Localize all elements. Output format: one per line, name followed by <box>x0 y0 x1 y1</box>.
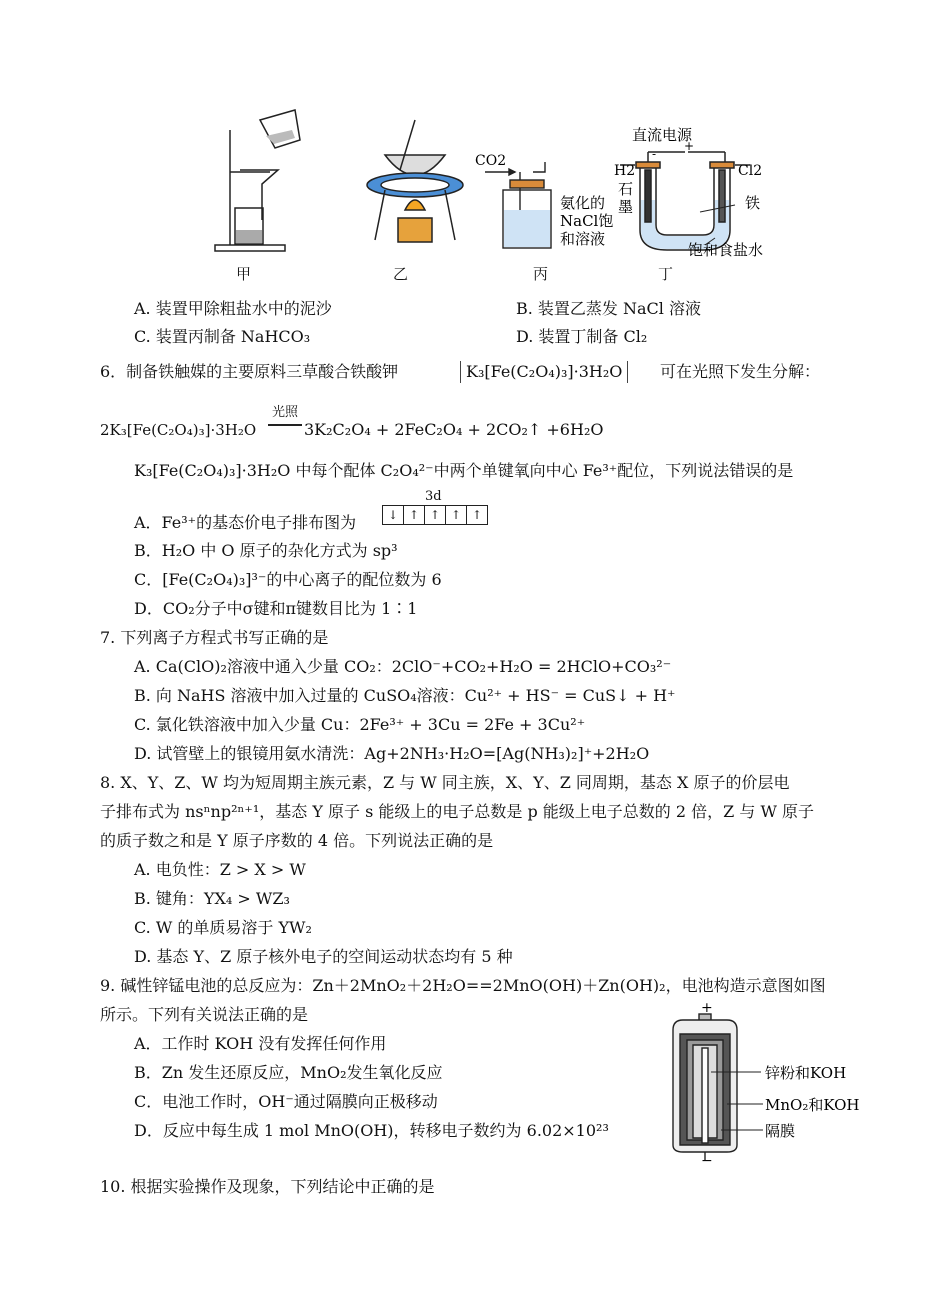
orbital-box: ↑ <box>403 506 424 524</box>
bing-gas-label: CO2 <box>475 153 507 169</box>
ding-graphite-1: 石 <box>618 180 634 198</box>
q6-option-d: D．CO₂分子中σ键和π键数目比为 1∶1 <box>134 599 418 618</box>
q6-eq-left: 2K₃[Fe(C₂O₄)₃]·3H₂O <box>100 421 257 439</box>
q5-option-d: D. 装置丁制备 Cl₂ <box>516 327 648 346</box>
fe3-orbital-diagram <box>382 505 488 525</box>
q9-option-a: A．工作时 KOH 没有发挥任何作用 <box>134 1034 387 1053</box>
q5-apparatus-figure <box>200 100 800 290</box>
orbital-box: ↑ <box>445 506 466 524</box>
battery-zn-label: 锌粉和KOH <box>765 1064 847 1082</box>
orbital-box: ↑ <box>466 506 487 524</box>
battery-mno2-label: MnO₂和KOH <box>765 1096 860 1114</box>
label-ding: 丁 <box>658 265 674 283</box>
q6-stem-c: K₃[Fe(C₂O₄)₃]·3H₂O 中每个配体 C₂O₄²⁻中两个单键氧向中心 Fe³⁺配位，下列说法错误的是 <box>134 461 794 480</box>
q6-eq-cond: 光照 <box>268 402 302 426</box>
q8-stem-3: 的质子数之和是 Y 原子序数的 4 倍。下列说法正确的是 <box>100 831 494 850</box>
q8-option-b: B. 键角：YX₄ > WZ₃ <box>134 889 290 908</box>
ding-cl2-label: Cl2 <box>738 163 763 179</box>
q6-option-c: C．[Fe(C₂O₄)₃]³⁻的中心离子的配位数为 6 <box>134 570 442 589</box>
ding-minus: - <box>652 147 657 161</box>
q8-option-a: A. 电负性：Z > X > W <box>134 860 306 879</box>
bing-solution-label-3: 和溶液 <box>560 230 606 248</box>
q7-option-a: A. Ca(ClO)₂溶液中通入少量 CO₂：2ClO⁻+CO₂+H₂O = 2HClO+CO₃²⁻ <box>134 657 672 676</box>
q8-option-c: C. W 的单质易溶于 YW₂ <box>134 918 312 937</box>
ding-plus: + <box>684 139 695 153</box>
ding-power-label: 直流电源 <box>632 126 693 144</box>
battery-minus-label: − <box>701 1153 713 1165</box>
battery-diagram <box>665 1000 875 1165</box>
q9-option-c: C．电池工作时，OH⁻通过隔膜向正极移动 <box>134 1092 438 1111</box>
q6-orbital-label: 3d <box>425 489 442 504</box>
q8-stem-1: 8. X、Y、Z、W 均为短周期主族元素，Z 与 W 同主族，X、Y、Z 同周期，基态 X 原子的价层电 <box>100 773 790 792</box>
ding-brine-label: 饱和食盐水 <box>688 241 764 259</box>
bing-solution-label-1: 氨化的 <box>560 194 606 212</box>
q7-stem: 7. 下列离子方程式书写正确的是 <box>100 628 329 647</box>
q6-formula: K₃[Fe(C₂O₄)₃]·3H₂O <box>460 361 628 383</box>
q9-option-b: B．Zn 发生还原反应，MnO₂发生氧化反应 <box>134 1063 443 1082</box>
q5-option-a: A. 装置甲除粗盐水中的泥沙 <box>134 299 332 318</box>
q9-stem-1: 9. 碱性锌锰电池的总反应为：Zn＋2MnO₂＋2H₂O==2MnO(OH)＋Zn(OH)₂，电池构造示意图如图 <box>100 976 826 995</box>
apparatus-bing <box>485 162 551 248</box>
apparatus-jia <box>215 110 300 251</box>
label-bing: 丙 <box>533 265 549 283</box>
q6-stem-b: 可在光照下发生分解： <box>660 362 821 381</box>
q6-stem-a: 6．制备铁触媒的主要原料三草酸合铁酸钾 <box>100 362 399 381</box>
q5-option-c: C. 装置丙制备 NaHCO₃ <box>134 327 311 346</box>
q7-option-c: C. 氯化铁溶液中加入少量 Cu：2Fe³⁺ + 3Cu = 2Fe + 3Cu²⁺ <box>134 715 586 734</box>
q6-option-b: B．H₂O 中 O 原子的杂化方式为 sp³ <box>134 541 398 560</box>
orbital-box: ↓ <box>387 508 399 522</box>
q7-option-d: D. 试管壁上的银镜用氨水清洗：Ag+2NH₃·H₂O=[Ag(NH₃)₂]⁺+2H₂O <box>134 744 650 763</box>
q10-stem: 10. 根据实验操作及现象，下列结论中正确的是 <box>100 1177 435 1196</box>
ding-graphite-2: 墨 <box>618 198 634 216</box>
q6-eq-right: 3K₂C₂O₄ + 2FeC₂O₄ + 2CO₂↑ +6H₂O <box>304 420 604 439</box>
q5-option-b: B. 装置乙蒸发 NaCl 溶液 <box>516 299 702 318</box>
ding-iron-label: 铁 <box>745 194 761 212</box>
q7-option-b: B. 向 NaHS 溶液中加入过量的 CuSO₄溶液：Cu²⁺ + HS⁻ = CuS↓ + H⁺ <box>134 686 676 705</box>
bing-solution-label-2: NaCl饱 <box>560 212 614 230</box>
ding-h2-label: H2 <box>614 163 636 179</box>
apparatus-ding <box>620 152 750 250</box>
battery-plus-label: + <box>701 1000 713 1016</box>
battery-separator-label: 隔膜 <box>765 1122 796 1140</box>
label-yi: 乙 <box>393 265 409 283</box>
q6-option-a: A．Fe³⁺的基态价电子排布图为 <box>134 513 357 532</box>
q8-stem-2: 子排布式为 nsⁿnp²ⁿ⁺¹，基态 Y 原子 s 能级上的电子总数是 p 能级上电子总数的 2 倍，Z 与 W 原子 <box>100 802 814 821</box>
q9-stem-2: 所示。下列有关说法正确的是 <box>100 1005 309 1024</box>
label-jia: 甲 <box>236 265 252 283</box>
apparatus-yi <box>367 120 463 242</box>
q8-option-d: D. 基态 Y、Z 原子核外电子的空间运动状态均有 5 种 <box>134 947 513 966</box>
orbital-box: ↑ <box>424 506 445 524</box>
q9-option-d: D．反应中每生成 1 mol MnO(OH)，转移电子数约为 6.02×10²³ <box>134 1121 609 1140</box>
